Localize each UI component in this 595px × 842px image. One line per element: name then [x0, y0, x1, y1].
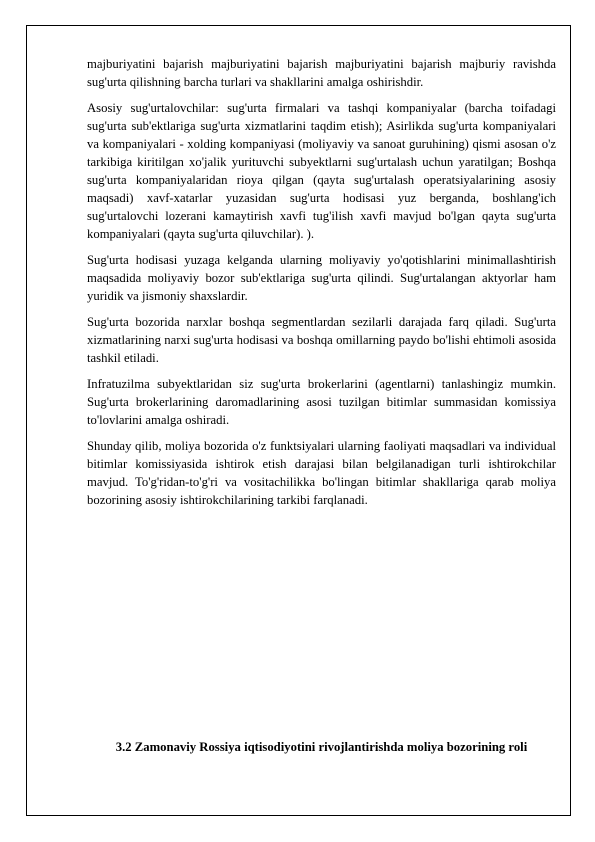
- paragraph-5: Infratuzilma subyektlaridan siz sug'urta brokerlarini (agentlarni) tanlashingiz mumkin. Sug'urta brokerlarining daromadlarining asosi tuzilgan bitimlar summasidan komissiya to'lovlarini amalga oshiradi.: [87, 377, 556, 427]
- paragraph-6: Shunday qilib, moliya bozorida o'z funktsiyalari ularning faoliyati maqsadlari va individual bitimlar komissiyasida ishtirok etish darajasi bilan belgilanadigan turli ishtirokchilar mavjud. To'g'ridan-to'g'ri va vositachilikka bo'lingan bitimlar shakllariga qarab moliya bozorining asosiy ishtirokchilarining tarkibi farqlanadi.: [87, 439, 556, 507]
- paragraph-3: Sug'urta hodisasi yuzaga kelganda ularning moliyaviy yo'qotishlarini minimallashtirish maqsadida moliyaviy bozor sub'ektlariga sug'urta qilindi. Sug'urtalangan aktyorlar ham yuridik va jismoniy shaxslardir.: [87, 253, 556, 303]
- paragraph-1: majburiyatini bajarish majburiyatini bajarish majburiyatini bajarish majburiy ravishda sug'urta qilishning barcha turlari va shakllarini amalga oshirishdir.: [87, 57, 556, 89]
- section-heading: 3.2 Zamonaviy Rossiya iqtisodiyotini rivojlantirishda moliya bozorining roli: [115, 740, 528, 754]
- document-body: [87, 55, 556, 517]
- paragraph-4: Sug'urta bozorida narxlar boshqa segmentlardan sezilarli darajada farq qiladi. Sug'urta xizmatlarining narxi sug'urta hodisasi va boshqa omillarning paydo bo'lishi ehtimoli asosida tashkil etiladi.: [87, 315, 556, 365]
- paragraph-2: Asosiy sug'urtalovchilar: sug'urta firmalari va tashqi kompaniyalar (barcha toifadagi sug'urta sub'ektlariga sug'urta xizmatlarini taqdim etish); Asirlikda sug'urta kompaniyalari va kompaniyalari - xolding kompaniyasi (moliyaviy va sanoat guruhining) qismi asosan o'z tarkibiga kiritilgan xo'jalik yurituvchi subyektlarni sug'urtalash uchun yaratilgan; Boshqa sug'urta kompaniyalaridan rioya qilgan (qayta sug'urtalash operatsiyalarining asosiy maqsadi) xavf-xatarlar yuzasidan sug'urta hodisasi yuz berganda, boshlang'ich sug'urtalovchi lozerani kamaytirish xavfi tug'ilish xavfi mavjud bo'lgan qayta sug'urta kompaniyalari (qayta sug'urta qiluvchilar). ).: [87, 101, 556, 241]
